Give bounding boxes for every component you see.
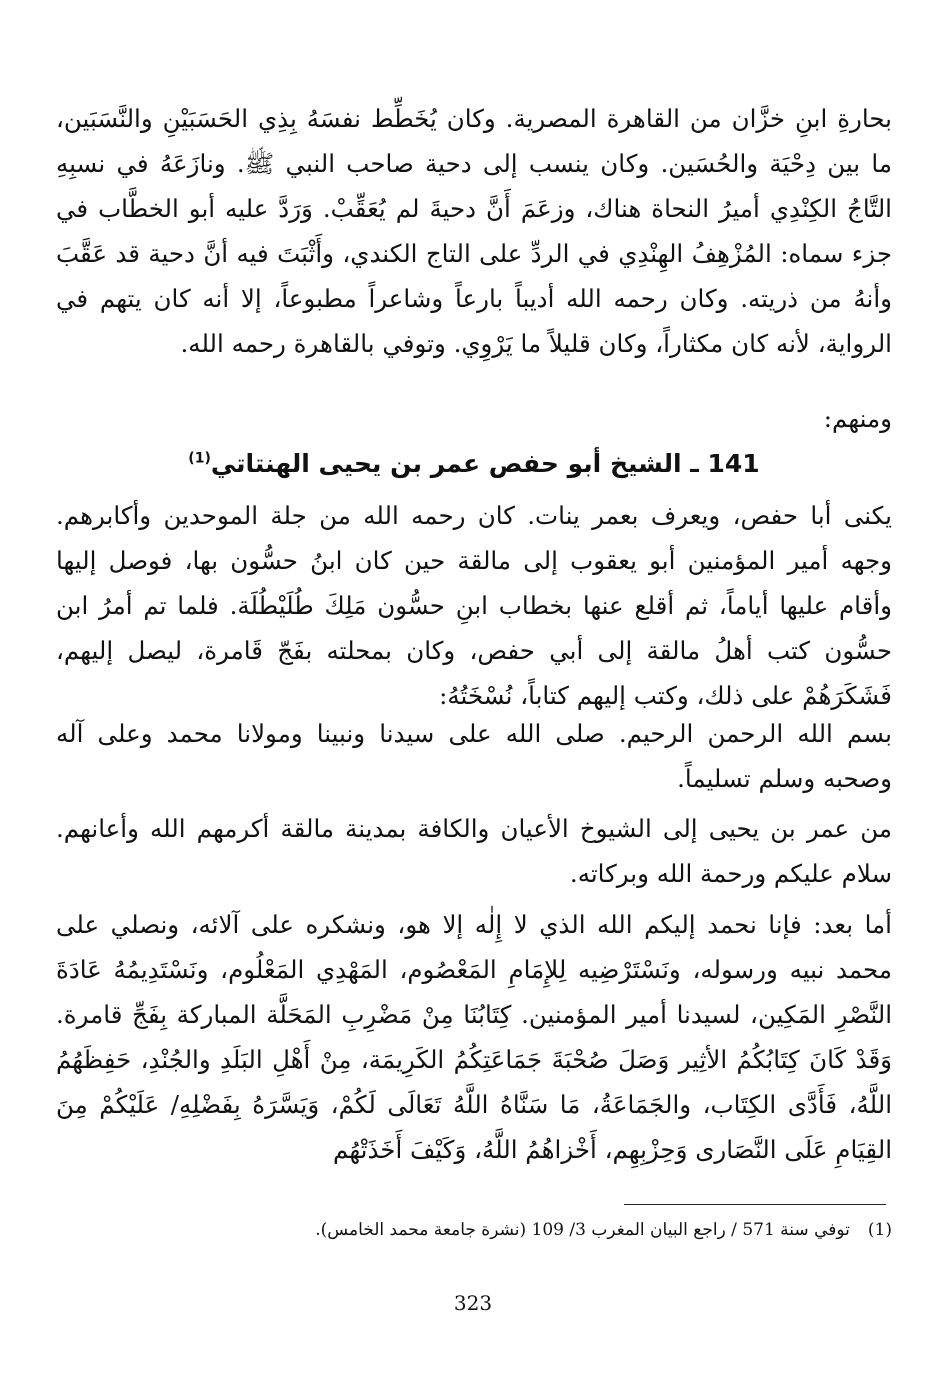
paragraph-text: يكنى أبا حفص، ويعرف بعمر ينات. كان رحمه الله من جلة الموحدين وأكابرهم. وجهه أمير المؤمنين أبو يعقوب إلى مالقة حين كان ابنُ حسُّون بها، فوصل إليها وأقام عليها أياماً، ثم أقلع عنها بخطاب ابنِ حسُّون مَلِكَ طُلَيْطُلَة. فلما تم أمرُ ابن حسُّون كتب أهلُ مالقة إلى أبي حفص، وكان بمحلته بفَجّ قَامرة، ليصل إليهم، فَشَكَرَهُمْ على ذلك، وكتب إليهم كتاباً، نُسْخَتُهُ: [56, 501, 892, 710]
paragraph-text: أما بعد: فإنا نحمد إليكم الله الذي لا إِلٰه إلا هو، ونشكره على آلائه، ونصلي على محمد نبيه ورسوله، ونَسْتَرْضِيه لِلإِمَامِ المَعْصُوم، المَهْدِي المَعْلُوم، ونَسْتَدِيمُهُ عَادَةَ النَّصْرِ المَكِين، لسيدنا أمير المؤمنين. كِتَابُنَا مِنْ مَضْرِبِ المَحَلَّة المباركة بِفَجِّ قامرة. وَقَدْ كَانَ كِتَابُكُمُ الأثِير وَصَلَ صُحْبَةَ جَمَاعَتِكُمُ الكَرِيمَة، مِنْ أَهْلِ البَلَدِ والجُنْدِ، حَفِظَهُمُ اللَّهُ، فَأَدَّى الكِتَاب، والجَمَاعَةُ، مَا سَنَّاهُ اللَّهُ تَعَالَى لَكُمْ، وَيَسَّرَهُ بِفَضْلِهِ/ عَلَيْكُمْ مِنَ القِيَامِ عَلَى النَّصَارى وَحِزْبِهِم، أَخْزاهُمُ اللَّهُ، وَكَيْفَ أَخَذَتْهُم [56, 910, 892, 1164]
paragraph-biography [56, 493, 892, 718]
paragraph-text: بسم الله الرحمن الرحيم. صلى الله على سيدنا ونبينا ومولانا محمد وعلى آله وصحبه وسلم تسليماً. [56, 719, 892, 793]
paragraph-text: من عمر بن يحيى إلى الشيوخ الأعيان والكافة بمدينة مالقة أكرمهم الله وأعانهم. سلام عليكم ورحمة الله وبركاته. [56, 814, 892, 888]
paragraph-letter [56, 902, 892, 1172]
paragraph-continuation [56, 96, 892, 366]
section-heading [56, 442, 892, 486]
footnote-divider [624, 1204, 886, 1205]
paragraph-address [56, 806, 892, 896]
heading-text: 141 ـ الشيخ أبو حفص عمر بن يحيى الهنتاتي [210, 449, 760, 478]
paragraph-text: بحارةِ ابنِ خزَّان من القاهرة المصرية. وكان يُخَطِّط نفسَهُ بِذِي الحَسَبَيْنِ والنَّسَبَين، ما بين دِحْيَة والحُسَين. وكان ينسب إلى دحية صاحب النبي ﷺ. ونازَعَهُ في نسبِهِ التَّاجُ الكِنْدِي أميرُ النحاة هناك، وزعَمَ أَنَّ دحيةَ لم يُعَقِّبْ. وَرَدَّ عليه أبو الخطَّاب في جزء سماه: المُزْهِفُ الهِنْدِي في الردِّ على التاج الكندي، وأَثْبَتَ فيه أنَّ دحية قد عَقَّبَ وأنهُ من ذريته. وكان رحمه الله أديباً بارعاً وشاعراً مطبوعاً، إلا أنه كان يتهم في الرواية، لأنه كان مكثاراً، وكان قليلاً ما يَرْوِي. وتوفي بالقاهرة رحمه الله. [56, 104, 892, 358]
footnote-text: توفي سنة 571 / راجع البيان المغرب 3/ 109 (نشرة جامعة محمد الخامس). [315, 1220, 850, 1240]
footnote-number: (1) [867, 1220, 892, 1240]
paragraph-intro [56, 396, 892, 441]
footnote-reference: (1) [188, 450, 211, 467]
footnote [56, 1215, 892, 1245]
paragraph-text: ومنهم: [823, 404, 892, 433]
paragraph-basmala [56, 711, 892, 801]
page-number: 323 [453, 1291, 493, 1315]
